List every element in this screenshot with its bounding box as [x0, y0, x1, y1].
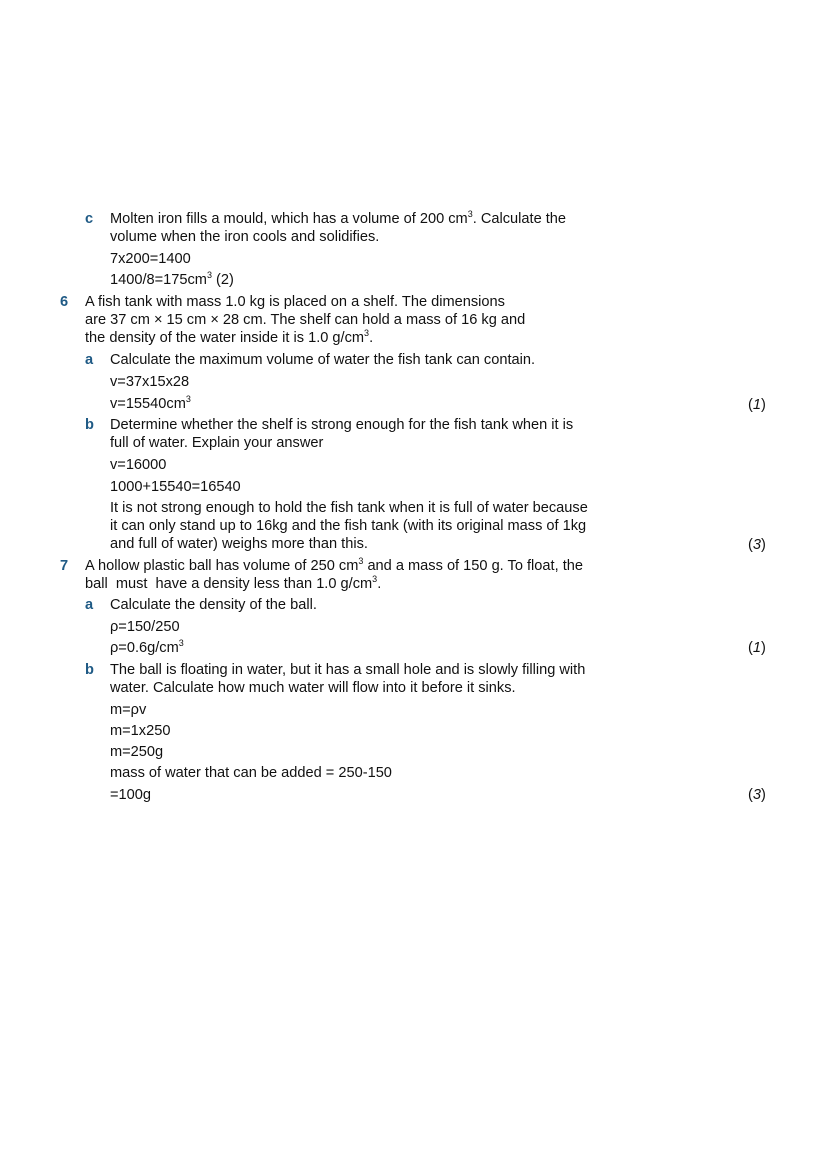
q7b-question-line1: The ball is floating in water, but it has a small hole and is slowly filling with — [110, 662, 586, 678]
q5c-question-line2: volume when the iron cools and solidifies. — [110, 229, 380, 245]
q7a-question: Calculate the density of the ball. — [110, 597, 317, 613]
q6a-question: Calculate the maximum volume of water the fish tank can contain. — [110, 352, 536, 368]
q6b-question-line1: Determine whether the shelf is strong enough for the fish tank when it is — [110, 417, 574, 433]
marks-q7a: (1) — [748, 640, 766, 656]
q7b-answer-line3: m=250g — [110, 744, 164, 760]
q6b-question-line2: full of water. Explain your answer — [110, 435, 324, 451]
q7a-answer-line1: ρ=150/250 — [110, 619, 180, 635]
part-label-q7b: b — [85, 662, 94, 678]
q7b-answer-line5: =100g — [110, 787, 151, 803]
marks-q6b: (3) — [748, 537, 766, 553]
q5c-answer-line1: 7x200=1400 — [110, 251, 191, 267]
q6a-answer-line2: $v=15540cm^3$ — [110, 394, 191, 412]
q7b-answer-line2: m=1x250 — [110, 723, 171, 739]
part-label-q6b: b — [85, 417, 94, 433]
q7a-answer-line2: $\rho=0.6g/cm^3$ — [110, 638, 184, 656]
q6-stem-line3: the density of the water inside it is 1.0 $g/cm^3$. — [85, 328, 374, 346]
q6b-answer-line5: and full of water) weighs more than this. — [110, 536, 368, 552]
part-label-q6a: a — [85, 352, 94, 368]
q6b-answer-line4: it can only stand up to 16kg and the fish tank (with its original mass of 1kg — [110, 518, 587, 534]
q7b-question-line2: water. Calculate how much water will flow into it before it sinks. — [110, 680, 516, 696]
question-number-7: 7 — [60, 558, 69, 574]
q7-stem-line2: ball must have a density less than 1.0 $g/cm^3$. — [85, 574, 382, 592]
marks-q6a: (1) — [748, 397, 766, 413]
q7-stem-line1: A hollow plastic ball has volume of 250 $cm^3$ and a mass of 150 g. To float, the — [85, 556, 583, 574]
q7b-answer-line1: m=ρv — [110, 702, 147, 718]
q5c-question-line1: Molten iron fills a mould, which has a volume of 200 $cm^3$. Calculate the — [110, 209, 567, 227]
marks-q7b: (3) — [748, 787, 766, 803]
part-label-q7a: a — [85, 597, 94, 613]
q6a-answer-line1: v=37x15x28 — [110, 374, 190, 390]
q6-stem-line1: A fish tank with mass 1.0 kg is placed on a shelf. The dimensions — [85, 294, 505, 310]
q6b-answer-line2: 1000+15540=16540 — [110, 479, 241, 495]
q6b-answer-line3: It is not strong enough to hold the fish tank when it is full of water because — [110, 500, 588, 516]
q6-stem-line2: are 37 cm × 15 cm × 28 cm. The shelf can hold a mass of 16 kg and — [85, 312, 526, 328]
q7b-answer-line4: mass of water that can be added = 250-150 — [110, 765, 392, 781]
q5c-answer-line2: $1400/8=175cm^3$ (2) — [110, 270, 234, 288]
question-number-6: 6 — [60, 294, 69, 310]
part-label-q5c: c — [85, 211, 94, 227]
q6b-answer-line1: v=16000 — [110, 457, 167, 473]
